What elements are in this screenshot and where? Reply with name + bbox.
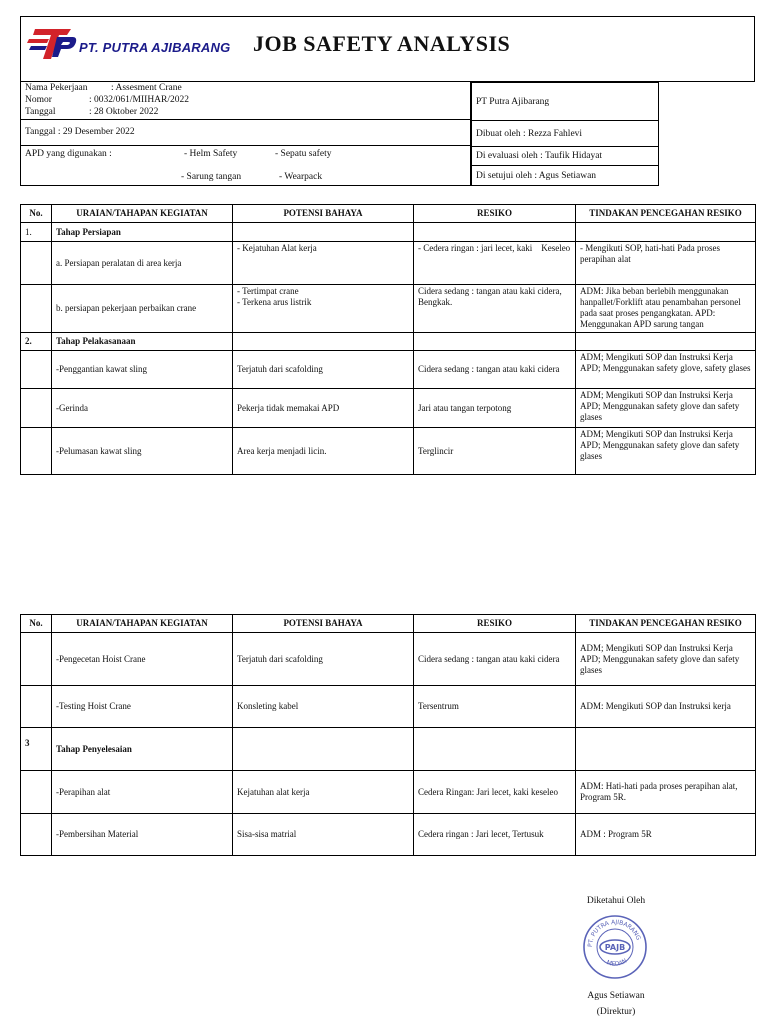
company-logo-icon	[27, 23, 77, 63]
apd-row	[21, 146, 470, 186]
risk-cell: Cidera sedang : tangan atau kaki cidera	[414, 351, 576, 389]
empty-cell	[576, 728, 756, 771]
table-row	[21, 428, 756, 475]
table-row	[21, 389, 756, 428]
activity-cell: -Testing Hoist Crane	[52, 686, 233, 728]
risk-cell: Cidera sedang : tangan atau kaki cidera, Bengkak.	[414, 285, 576, 333]
action-cell: ADM : Program 5R	[576, 814, 756, 856]
activity-cell: -Pembersihan Material	[52, 814, 233, 856]
table-row	[21, 285, 756, 333]
activity-cell: -Pengecetan Hoist Crane	[52, 633, 233, 686]
empty-cell	[414, 728, 576, 771]
activity-cell: -Gerinda	[52, 389, 233, 428]
section-row	[21, 333, 756, 351]
col-header-risk: RESIKO	[414, 615, 576, 633]
table-row	[21, 242, 756, 285]
table-row	[21, 633, 756, 686]
activity-cell: -Penggantian kawat sling	[52, 351, 233, 389]
empty-cell	[576, 333, 756, 351]
empty-cell	[233, 333, 414, 351]
action-cell: - Mengikuti SOP, hati-hati Pada proses perapihan alat	[576, 242, 756, 285]
number-value: : 0032/061/MIIHAR/2022	[89, 95, 190, 105]
job-value: : Assesment Crane	[111, 83, 182, 93]
info-right-block	[471, 82, 659, 186]
empty-cell	[21, 633, 52, 686]
risk-cell: Cidera sedang : tangan atau kaki cidera	[414, 633, 576, 686]
hazard-cell: Area kerja menjadi licin.	[233, 428, 414, 475]
company-stamp-icon	[580, 912, 650, 982]
date2-text: Tanggal : 29 Desember 2022	[25, 127, 135, 137]
action-cell: ADM; Mengikuti SOP dan Instruksi Kerja APD; Menggunakan safety glove, safety glases	[576, 351, 756, 389]
empty-cell	[21, 285, 52, 333]
action-cell: ADM; Mengikuti SOP dan Instruksi Kerja APD; Menggunakan safety glove dan safety glases	[576, 633, 756, 686]
signer-name: Agus Setiawan	[587, 991, 645, 1001]
section-no: 3	[21, 728, 52, 771]
section-row	[21, 728, 756, 771]
stamp-text-bottom: MEDAN	[605, 957, 629, 968]
col-header-risk: RESIKO	[414, 205, 576, 223]
col-header-no: No.	[21, 615, 52, 633]
date-value: : 28 Oktober 2022	[89, 107, 159, 117]
col-header-action: TINDAKAN PENCEGAHAN RESIKO	[576, 615, 756, 633]
header-box	[20, 16, 755, 82]
hazard-cell: Pekerja tidak memakai APD	[233, 389, 414, 428]
approved-by: Di setujui oleh : Agus Setiawan	[471, 166, 659, 186]
table-row	[21, 686, 756, 728]
risk-cell: Cedera ringan : Jari lecet, Tertusuk	[414, 814, 576, 856]
activity-cell: -Perapihan alat	[52, 771, 233, 814]
svg-text:MEDAN	[606, 957, 629, 967]
empty-cell	[233, 728, 414, 771]
document-title: JOB SAFETY ANALYSIS	[253, 31, 511, 56]
section-no: 1.	[21, 223, 52, 242]
table-row	[21, 814, 756, 856]
table-header-row	[21, 615, 756, 633]
number-label: Nomor	[25, 95, 52, 105]
signer-position: (Direktur)	[596, 1007, 636, 1017]
apd-item: - Sepatu safety	[275, 149, 332, 159]
empty-cell	[21, 428, 52, 475]
table-header-row	[21, 205, 756, 223]
col-header-hazard: POTENSI BAHAYA	[233, 205, 414, 223]
action-cell: ADM: Mengikuti SOP dan Instruksi kerja	[576, 686, 756, 728]
empty-cell	[21, 242, 52, 285]
empty-cell	[21, 389, 52, 428]
company-cell: PT Putra Ajibarang	[471, 82, 659, 121]
job-info-row	[21, 82, 470, 120]
table-row	[21, 771, 756, 814]
action-cell: ADM: Jika beban berlebih menggunakan hanpallet/Forklift atau penambahan personel pada saat proses pengangkatan. APD: Menggunakan APD sarung tangan	[576, 285, 756, 333]
action-cell: ADM; Mengikuti SOP dan Instruksi Kerja APD; Menggunakan safety glove dan safety glases	[576, 428, 756, 475]
empty-cell	[576, 223, 756, 242]
empty-cell	[414, 333, 576, 351]
col-header-action: TINDAKAN PENCEGAHAN RESIKO	[576, 205, 756, 223]
stamp-center: PAJB	[604, 943, 626, 952]
section-title: Tahap Penyelesaian	[52, 728, 233, 771]
made-by: Dibuat oleh : Rezza Fahlevi	[471, 121, 659, 147]
risk-cell: Jari atau tangan terpotong	[414, 389, 576, 428]
section-title: Tahap Pelakasanaan	[52, 333, 233, 351]
date2-row	[21, 120, 470, 146]
table-row	[21, 351, 756, 389]
risk-cell: Terglincir	[414, 428, 576, 475]
section-row	[21, 223, 756, 242]
hazard-line: - Terkena arus listrik	[237, 297, 312, 307]
date-label: Tanggal	[25, 107, 56, 117]
empty-cell	[21, 814, 52, 856]
stamp-text-top: PT. PUTRA AJIBARANG	[586, 918, 642, 948]
hazard-cell: Terjatuh dari scafolding	[233, 633, 414, 686]
activity-cell: a. Persiapan peralatan di area kerja	[52, 242, 233, 285]
action-cell: ADM; Mengikuti SOP dan Instruksi Kerja APD; Menggunakan safety glove dan safety glases	[576, 389, 756, 428]
section-no: 2.	[21, 333, 52, 351]
empty-cell	[414, 223, 576, 242]
apd-item: - Sarung tangan	[181, 172, 242, 182]
empty-cell	[21, 351, 52, 389]
action-cell: ADM: Hati-hati pada proses perapihan alat, Program 5R.	[576, 771, 756, 814]
evaluated-by: Di evaluasi oleh : Taufik Hidayat	[471, 147, 659, 166]
empty-cell	[233, 223, 414, 242]
known-by-label: Diketahui Oleh	[586, 896, 646, 906]
activity-cell: b. persiapan pekerjaan perbaikan crane	[52, 285, 233, 333]
hazard-cell	[233, 285, 414, 333]
activity-cell: -Pelumasan kawat sling	[52, 428, 233, 475]
hazard-cell: Kejatuhan alat kerja	[233, 771, 414, 814]
risk-cell: Cedera Ringan: Jari lecet, kaki keseleo	[414, 771, 576, 814]
risk-cell: - Cedera ringan : jari lecet, kaki Keseleo	[414, 242, 576, 285]
empty-cell	[21, 771, 52, 814]
info-left-block	[20, 82, 471, 186]
section-title: Tahap Persiapan	[52, 223, 233, 242]
hazard-cell: Konsleting kabel	[233, 686, 414, 728]
hazard-cell: Sisa-sisa matrial	[233, 814, 414, 856]
col-header-activity: URAIAN/TAHAPAN KEGIATAN	[52, 205, 233, 223]
jsa-table-1	[20, 204, 756, 475]
hazard-cell: - Kejatuhan Alat kerja	[233, 242, 414, 285]
hazard-cell: Terjatuh dari scafolding	[233, 351, 414, 389]
apd-label: APD yang digunakan :	[25, 149, 112, 159]
col-header-no: No.	[21, 205, 52, 223]
risk-cell: Tersentrum	[414, 686, 576, 728]
hazard-line: - Tertimpat crane	[237, 286, 299, 296]
empty-cell	[21, 686, 52, 728]
apd-item: - Wearpack	[279, 172, 323, 182]
company-name: PT. PUTRA AJIBARANG	[79, 40, 231, 55]
job-label: Nama Pekerjaan	[25, 83, 88, 93]
col-header-hazard: POTENSI BAHAYA	[233, 615, 414, 633]
jsa-table-2	[20, 614, 756, 856]
col-header-activity: URAIAN/TAHAPAN KEGIATAN	[52, 615, 233, 633]
apd-item: - Helm Safety	[184, 149, 238, 159]
